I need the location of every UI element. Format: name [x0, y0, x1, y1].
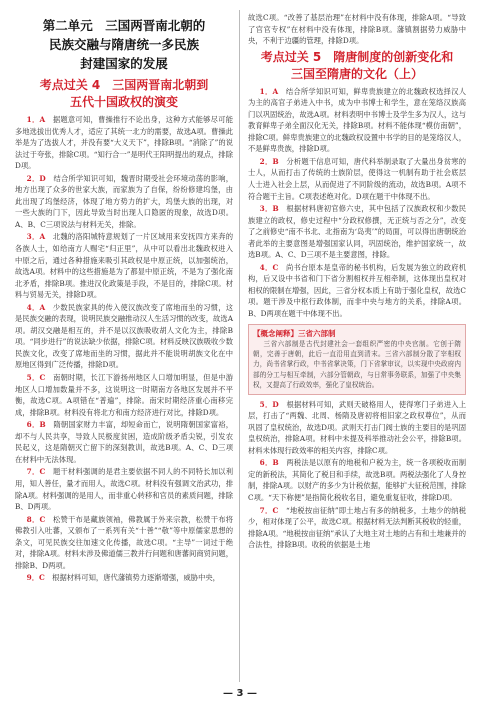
answer-number: 3．A	[26, 232, 46, 242]
answer-list-right	[248, 86, 466, 320]
answer-text: 少数民族家具的传入使汉族改变了席地而坐的习惯，这是民族交融的表现，说明民族交融推动汉人生活习惯的改变，故选A项。胡汉交融是相互的，并不是以汉族吸收胡人文化为主，排除B项。“同步进行”的说法缺少依据，排除C项。材料反映汉族吸收少数民族文化，改变了席地而坐的习惯，据此并不能说明胡族文化在中原地区得到广泛传播，排除D项。	[15, 302, 234, 370]
answer-item	[15, 231, 233, 300]
answer-number: 1．A	[26, 115, 46, 124]
section-title-5	[248, 49, 466, 83]
answer-item	[15, 419, 233, 465]
answer-item	[15, 372, 233, 418]
answer-text: 隋朝国家财力丰富，却短命而亡，说明隋朝国家富裕，却不与人民共享，导致人民极度贫困，造成阶级矛盾尖锐，引发农民起义，这是隋朝灭亡留下的深刻教训，故选B项。A、C、D三项在材料中无法体现。	[15, 420, 234, 464]
answer-number: 5．D	[259, 399, 279, 409]
answer-number: 4．A	[26, 302, 46, 312]
answer-item	[248, 262, 466, 320]
answer-item	[15, 514, 233, 572]
answer-item	[15, 114, 233, 172]
answer-number: 6．B	[26, 420, 46, 430]
section-title-line: 考点过关 5 隋唐制度的创新变化和	[260, 49, 454, 64]
answer-item	[248, 457, 466, 503]
answer-text: 根据材料唐初官修六史，其中包括了汉族政权和少数民族建立的政权，修史过程中“分政权修撰，无正统与否之分”，改变了之前修史“南不书北、北指南为‘岛夷’”的局面，可以得出唐朝统治者此举的主要意图是增强国家认同，巩固统治，维护国家统一，故选B项。A、C、D三项不是主要意图，排除。	[248, 204, 467, 260]
answer-text: 南朝时期，长江下游扬州地区人口增加明显，但是中游地区人口增加数量并不多，这说明这一时期南方各地区发展并不平衡，故选C项。A项错在“普遍”，排除。南宋时期经济重心南移完成，排除B项。材料没有将北方和南方经济进行对比，排除D项。	[15, 373, 234, 417]
section-title-4	[15, 77, 233, 111]
answer-number: 1．A	[259, 86, 279, 96]
answer-list-right-continued	[248, 399, 466, 551]
answer-number: 5．C	[26, 373, 46, 383]
answer-item	[15, 302, 233, 371]
answer-number: 2．B	[259, 156, 279, 166]
answer-list-left	[15, 114, 233, 584]
answer-text: 根据材料可知，唐代藩镇势力逐渐增强，威胁中央，	[52, 573, 220, 583]
answer-number: 3．B	[259, 204, 279, 214]
answer-item	[248, 86, 466, 155]
answer-number: 7．C	[259, 505, 279, 515]
answer-continuation	[248, 12, 466, 47]
concept-note-box	[248, 324, 466, 395]
concept-note-title: 【概念阐释】三省六部制	[253, 328, 336, 338]
answer-text: 故选C项。“改善了基层治理”在材料中没有体现，排除A项。“导致了官官专权”在材料中没有体现，排除B项。藩镇割据势力威胁中央，不利于边疆的管理，排除D项。	[248, 13, 466, 46]
answer-number: 7．C	[26, 467, 46, 477]
section-title-line: 五代十国政权的演变	[69, 95, 178, 109]
answer-text: “地税按亩征纳”即土地占有多的纳税多，土地少的纳税少，相对体现了公平，故选C项。根据材料无法判断其税收的轻重，排除A项。“地税按亩征纳”承认了大地主对土地的占有和土地兼并的合法性，排除B项。收税的依据是土地	[248, 505, 466, 550]
answer-text: 北魏的洛阳城特意规划了一片区域用来安抚四方来奔的各族人士，如给南方人赐宅“归正里”，从中可以看出北魏政权进入中原之后，通过各种措施来吸引其政权是中原正统，以加强统治，故选A项。材料中的这些措施是为了都显中原正统，不是为了强化南北矛盾，排除B项。推进汉化政策是手段，不是目的，排除C项。材料与贸易无关，排除D项。	[15, 232, 234, 300]
answer-text: 两税法是以原有的地税和户税为主，统一各项税收而制定的新税法，其简化了税目和手续，故选B项。两税法强化了人身控制，排除A项。以财产的多少为计税依据，能够扩大征税范围，排除C项。“天下称便”是指简化税收名目，避免重复征收，排除D项。	[248, 458, 467, 502]
column-divider	[239, 10, 240, 682]
answer-text: 结合所学知识可知，魏晋时期受社会环境动荡的影响，地方出现了众多的世家大族，而家族为了自保，纷纷修建坞堡，由此出现了坞堡经济，体现了地方势力的扩大，坞堡大族的出现，对一些大族的门下，因此导致当时出现人口隐匿的现象，故选D项。A、B、C三项说法与材料无关，排除。	[15, 173, 234, 229]
answer-text: 尚书台原本是皇帝的秘书机构，后发展为独立的政府机构，后又设中书省和门下省分割相权并互相牵制，这体现出皇权对相权的限制在增强，因此，三省分权本质上有助于强化皇权，故选C项。题干涉及中枢行政体制，而非中央与地方的关系，排除A项。B、D两项在题干中体现不出。	[248, 262, 467, 319]
section-title-line: 三国至隋唐的文化（上）	[290, 66, 423, 81]
unit-title-line: 民族交融与隋唐统一多民族	[48, 37, 199, 52]
answer-item	[248, 156, 466, 202]
answer-item	[248, 203, 466, 261]
unit-title-line: 封建国家的发展	[80, 56, 168, 71]
answer-text: 松赞干布是藏族领袖，佛教属于外来宗教，松赞干布将佛教引入吐蕃，又颁布了一系列有关“十善”“敬”等中原儒家思想的条文，可见民族交往加速文化传播，故选C项。“主导”一词过于绝对，排除A项。材料未涉及佛道儒三教并行问题和唐蕃间商贸问题，排除B、D两项。	[15, 514, 234, 570]
page-number: — 3 —	[223, 688, 257, 699]
answer-item	[15, 173, 233, 231]
right-column	[248, 12, 466, 552]
answer-text: 分析题干信息可知，唐代科举制录取了大量出身贫寒的士人，从而打击了传统的士族阶层，使得这一机制有助于社会底层人士进入社会上层，从而促进了不同阶级的流动，故选B项。A项不符合题干主旨。C项表述绝对化。D项在题干中体现不出。	[248, 156, 467, 201]
answer-number: 2．D	[26, 173, 46, 183]
answer-item	[248, 505, 466, 551]
answer-item	[15, 572, 233, 584]
unit-title-line: 第二单元 三国两晋南北朝的	[42, 18, 206, 33]
answer-item	[248, 399, 466, 457]
answer-number: 8．C	[26, 514, 46, 524]
left-column	[15, 12, 233, 585]
answer-text: 题干材料强调的是君主要依据不同人的不同特长加以利用，知人善任，量才而用人，故选C项。材料没有强调文治武功，排除A项。材料强调的是用人，而非重心转移和官员的素质问题，排除B、D两项。	[15, 467, 234, 512]
unit-title	[15, 16, 233, 73]
section-title-line: 考点过关 4 三国两晋南北朝到	[39, 78, 209, 92]
answer-number: 6．B	[259, 458, 279, 468]
concept-note-body: 三省六部制是古代封建社会一套组织严密的中央官制。它创于隋朝，完善于唐朝，此后一直沿用直到清末。三省六部制分散了宰相权力，尚书省掌行政，中书省掌决策，门下省掌审议，以实现中央政府内部的分工与相互牵制，六部分管朝政，与日常事务联系，加强了中央集权，又提高了行政效率，强化了皇权统治。	[253, 339, 461, 390]
answer-text: 据题意可知，曹操推行不论出身，这种方式能够尽可能多地选拔出优秀人才，适应了其统一北方的需要，故选A项。曹操此举是为了选拔人才，并没有要“大义天下”，排除B项。“消除了”的说法过于夸张，排除C项。“知行合一”是明代王阳明提出的观点，排除D项。	[15, 115, 234, 171]
answer-number: 4．C	[259, 262, 279, 272]
answer-number: 9．C	[26, 573, 45, 583]
answer-item	[15, 466, 233, 512]
answer-text: 根据材料可知，武则天破格用人，使得寒门子弟进入上层，打击了“两魏、北周、杨隋及唐初将相旧家之政权尊位”，从而巩固了皇权统治，故选D项。武则天打击门阀士族的主要目的是巩固皇权统治，排除A项。材料中未提及科举推动社会公平，排除B项。材料未体现行政效率的相关内容，排除C项。	[248, 399, 467, 455]
answer-text: 结合所学知识可知，鲜卑贵族建立的北魏政权选择汉人为主的高官子弟进入中书，成为中书博士和学生，意在笼络汉族高门以巩固统治，故选A项。材料表明中书博士及学生多为汉人，这与教育鲜卑子弟全面汉化无关，排除B项。材料不能体现“模仿南朝”，排除C项。鲜卑贵族建立的北魏政权设置中书学的目的是笼络汉人，不是鲜卑贵族，排除D项。	[248, 86, 467, 154]
